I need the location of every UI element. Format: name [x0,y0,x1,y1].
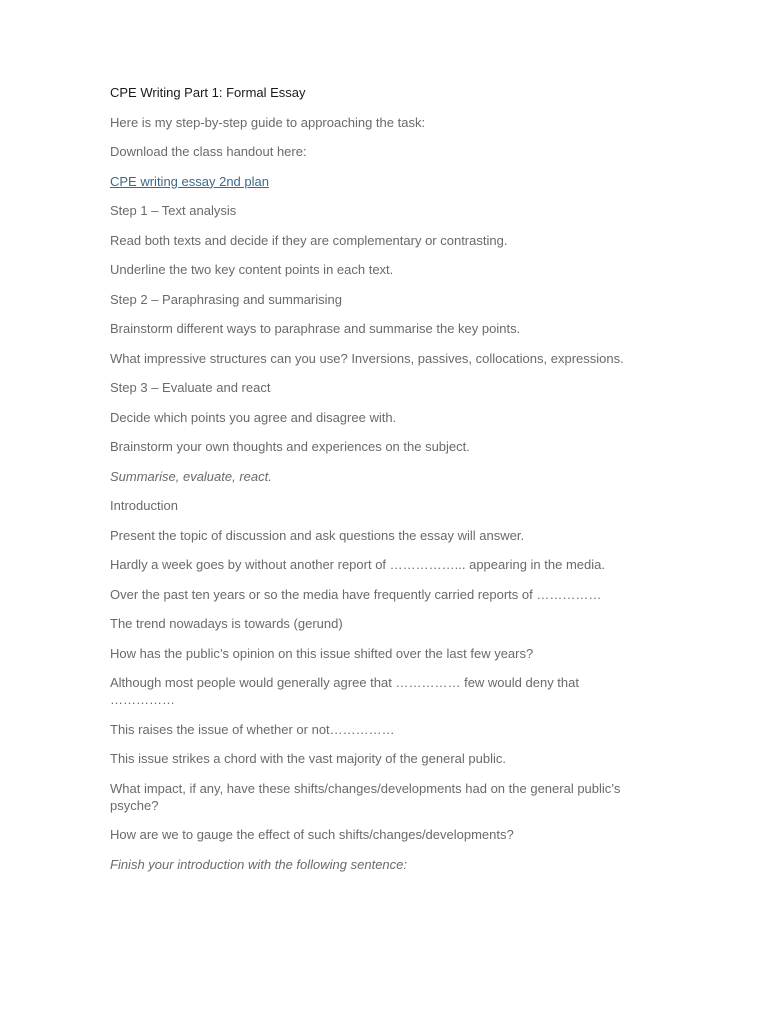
paragraph-list [110,114,670,873]
body-paragraph: Hardly a week goes by without another report of ……………... appearing in the media. [110,557,605,572]
body-paragraph: What impressive structures can you use? Inversions, passives, collocations, expressions. [110,350,624,366]
document-page [110,84,670,885]
body-paragraph: The trend nowadays is towards (gerund) [110,616,343,631]
document-title: CPE Writing Part 1: Formal Essay [110,85,306,100]
body-paragraph: Present the topic of discussion and ask questions the essay will answer. [110,527,525,543]
body-paragraph: Introduction [110,498,178,513]
body-paragraph: Brainstorm your own thoughts and experiences on the subject. [110,439,470,454]
body-paragraph: How are we to gauge the effect of such shifts/changes/developments? [110,827,514,842]
emphasis-paragraph: Finish your introduction with the following sentence: [110,856,407,872]
body-paragraph: How has the public’s opinion on this issue shifted over the last few years? [110,645,534,661]
body-paragraph: Read both texts and decide if they are complementary or contrasting. [110,232,508,248]
body-paragraph: Step 3 – Evaluate and react [110,380,271,395]
emphasis-paragraph: Summarise, evaluate, react. [110,468,272,484]
body-paragraph: Decide which points you agree and disagree with. [110,409,397,425]
body-paragraph: This raises the issue of whether or not…………… [110,721,395,737]
body-paragraph: Brainstorm different ways to paraphrase and summarise the key points. [110,321,521,336]
body-paragraph: This issue strikes a chord with the vast majority of the general public. [110,751,506,766]
body-paragraph: Download the class handout here: [110,144,307,159]
body-paragraph: Step 1 – Text analysis [110,203,237,218]
body-paragraph: Although most people would generally agree that …………… few would deny that …………… [110,675,579,707]
body-paragraph: What impact, if any, have these shifts/changes/developments had on the general public’s psyche? [110,780,621,813]
body-paragraph: Here is my step-by-step guide to approaching the task: [110,114,426,130]
body-paragraph: Step 2 – Paraphrasing and summarising [110,291,342,307]
body-paragraph: Over the past ten years or so the media have frequently carried reports of …………… [110,586,602,602]
handout-link[interactable]: CPE writing essay 2nd plan [110,173,269,189]
body-paragraph: Underline the two key content points in each text. [110,262,394,277]
